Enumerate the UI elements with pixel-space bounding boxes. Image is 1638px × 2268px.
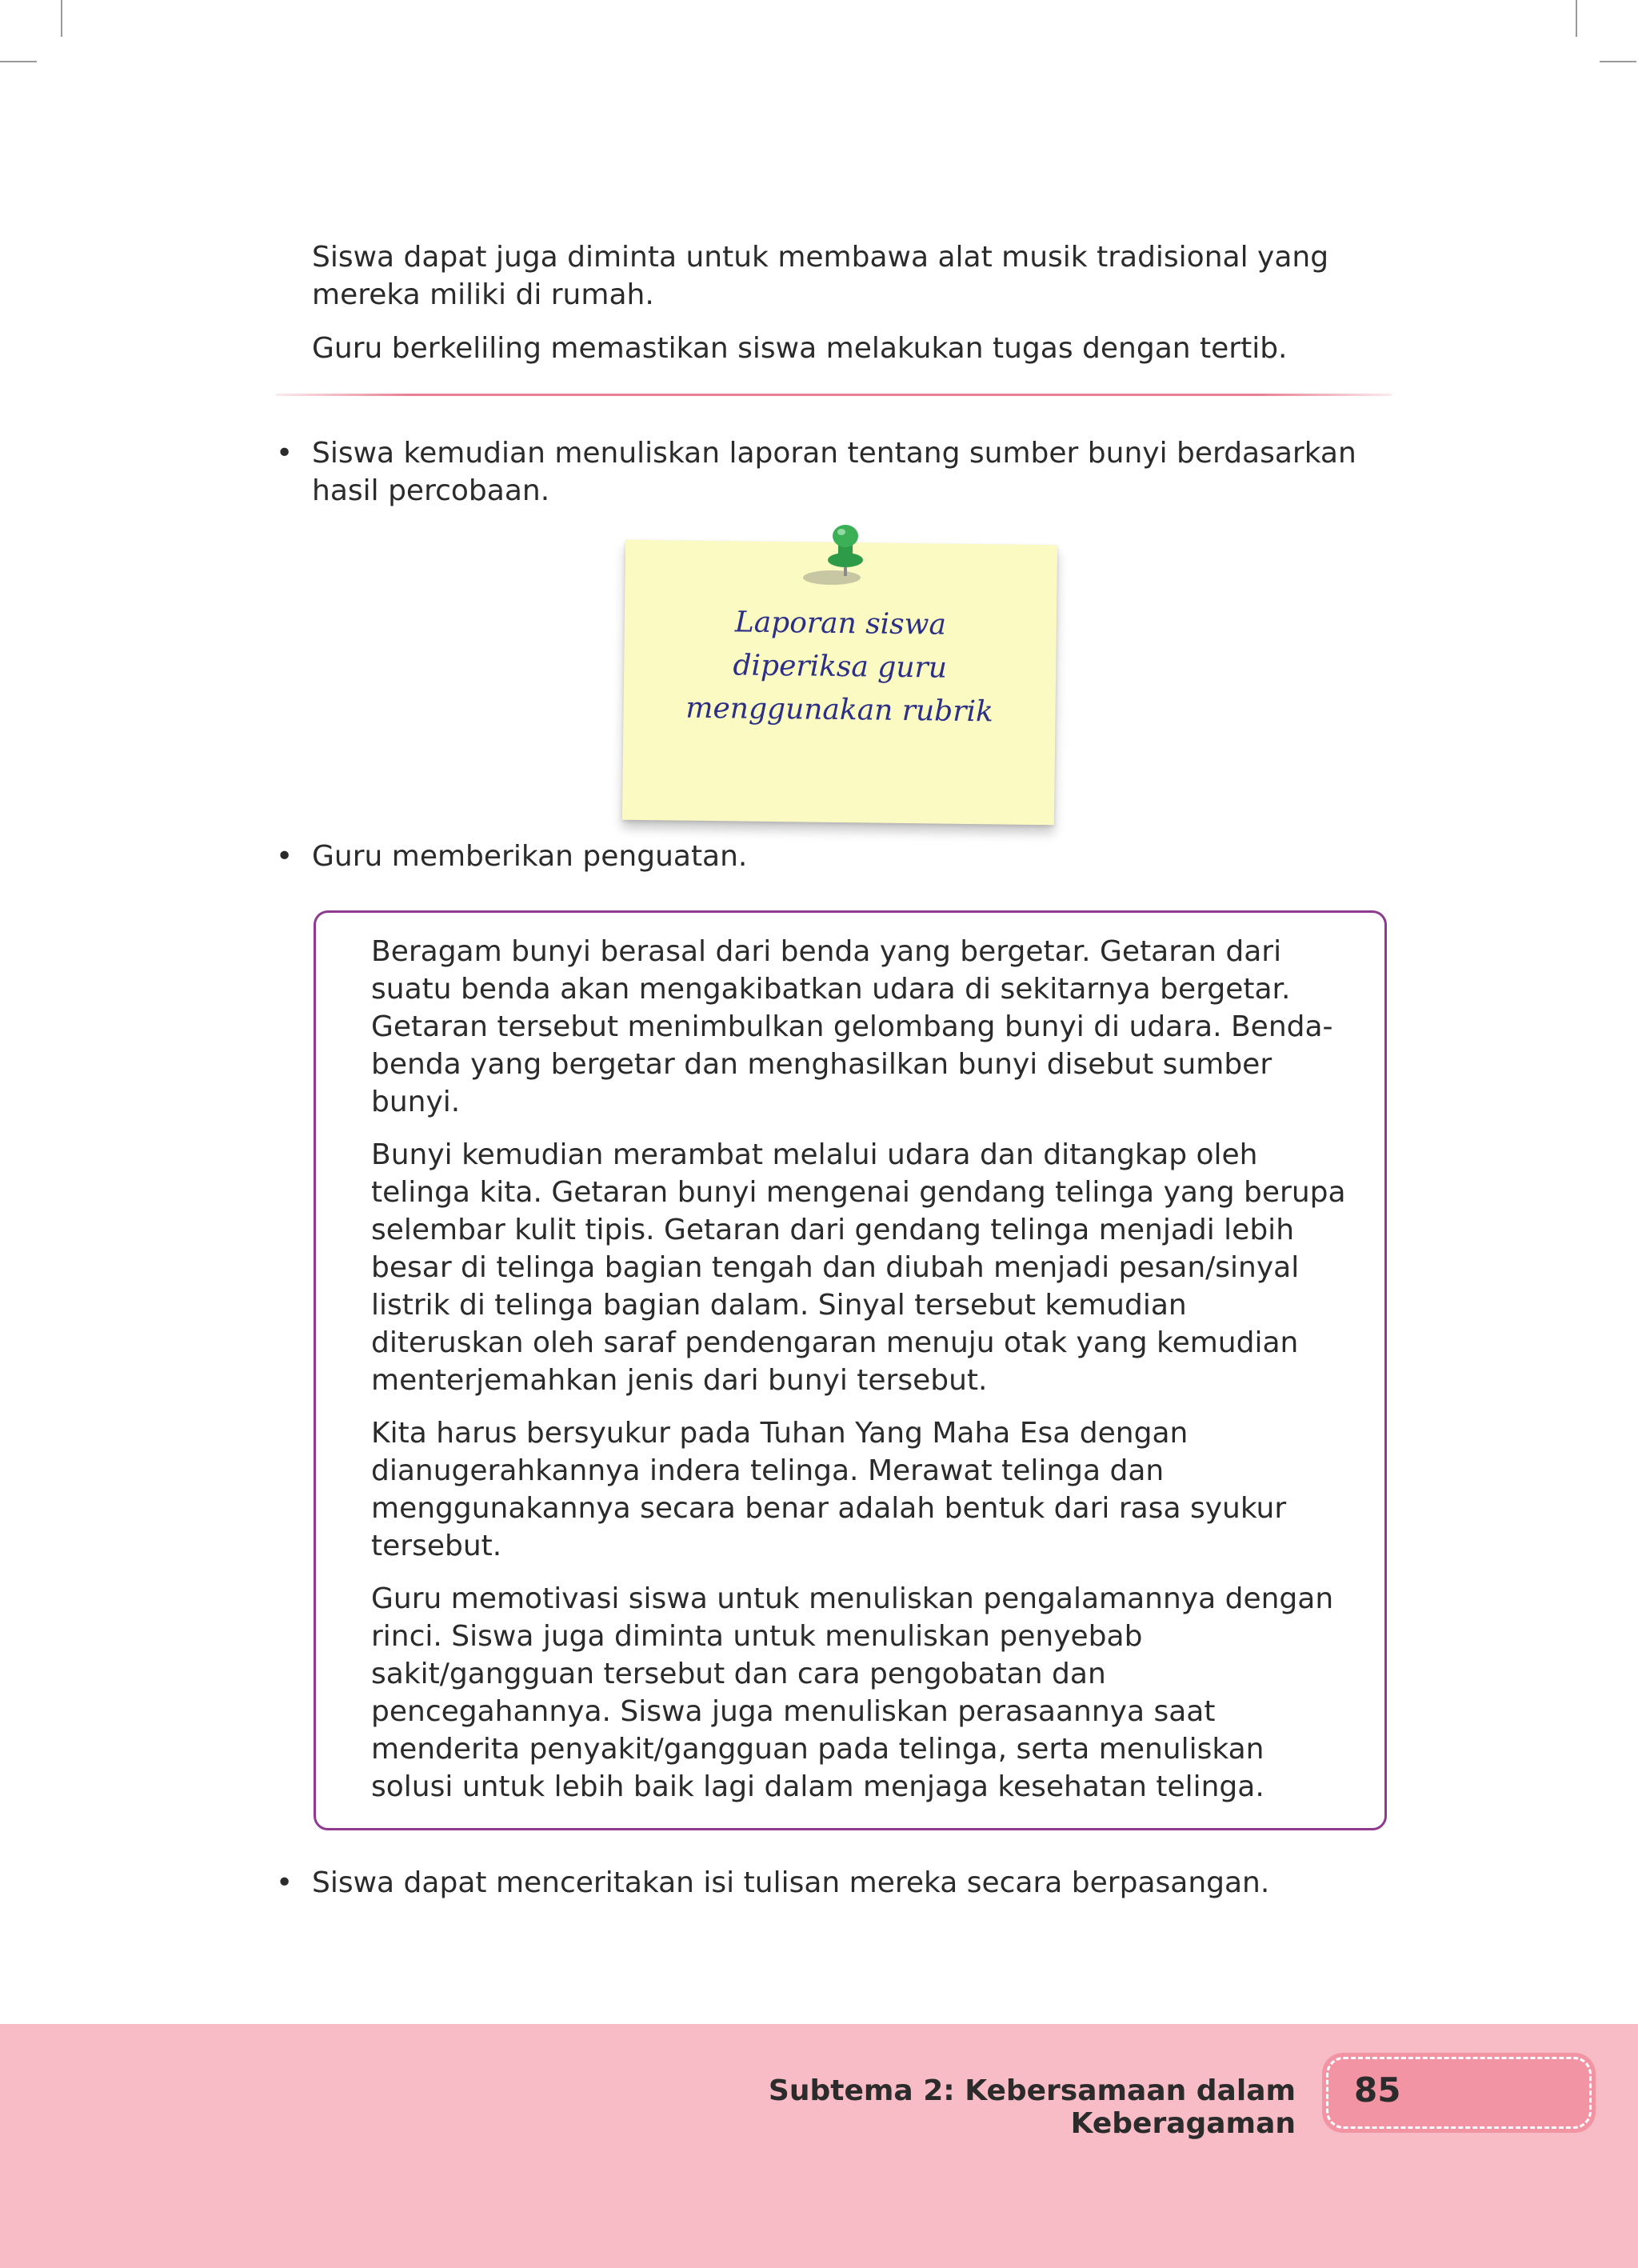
box-paragraph: Bunyi kemudian merambat melalui udara dan ditangkap oleh telinga kita. Getaran bunyi mengenai gendang telinga yang berupa selembar kulit tipis. Getaran dari gendang telinga menjadi lebih besar di telinga bagian tengah dan diubah menjadi pesan/sinyal listrik di telinga bagian dalam. Sinyal tersebut kemudian diteruskan oleh saraf pendengaran menuju otak yang kemudian menterjemahkan jenis dari bunyi tersebut. (371, 1138, 1346, 1397)
sticky-note-line: menggunakan rubrik (685, 691, 994, 729)
bullet-text: Guru memberikan penguatan. (312, 840, 748, 873)
bullet-text: Siswa kemudian menuliskan laporan tentang sumber bunyi berdasarkan hasil percobaan. (312, 437, 1356, 507)
subtheme-title: Subtema 2: Kebersamaan dalam Keberagaman (768, 2074, 1296, 2140)
bullet-text: Siswa dapat menceritakan isi tulisan mereka secara berpasangan. (312, 1866, 1270, 1899)
section-divider (276, 394, 1392, 396)
box-paragraph: Beragam bunyi berasal dari benda yang bergetar. Getaran dari suatu benda akan mengakibatkan udara di sekitarnya bergetar. Getaran tersebut menimbulkan gelombang bunyi di udara. Benda-benda yang bergetar dan menghasilkan bunyi disebut sumber bunyi. (371, 935, 1333, 1118)
crop-mark (61, 0, 62, 37)
intro-paragraph: Siswa dapat juga diminta untuk membawa alat musik tradisional yang mereka miliki di rumah. (312, 241, 1329, 311)
bullet-item (276, 434, 1412, 510)
bullet-icon: • (276, 1866, 294, 1899)
box-paragraph: Guru memotivasi siswa untuk menuliskan pengalamannya dengan rinci. Siswa juga diminta untuk menuliskan penyebab sakit/gangguan tersebut dan cara pengobatan dan pencegahannya. Siswa juga menuliskan perasaannya saat menderita penyakit/gangguan pada telinga, serta menuliskan solusi untuk lebih baik lagi dalam menjaga kesehatan telinga. (371, 1582, 1334, 1803)
sticky-note-line: diperiksa guru (733, 649, 948, 685)
page-number: 85 (1354, 2070, 1401, 2110)
page-number-tab (1322, 2053, 1596, 2133)
bullet-icon: • (276, 840, 294, 873)
sticky-note-line: Laporan siswa (734, 606, 947, 642)
bullet-item (276, 1864, 1412, 1902)
pushpin-icon (800, 520, 872, 600)
bullet-icon: • (276, 437, 294, 470)
bullet-item (276, 838, 1412, 875)
crop-mark (0, 61, 37, 62)
intro-paragraph: Guru berkeliling memastikan siswa melakukan tugas dengan tertib. (312, 332, 1288, 365)
reinforcement-box-text (371, 933, 1347, 1821)
box-paragraph: Kita harus bersyukur pada Tuhan Yang Maha Esa dengan dianugerahkannya indera telinga. Merawat telinga dan menggunakannya secara benar adalah bentuk dari rasa syukur tersebut. (371, 1417, 1287, 1562)
sticky-note-text (623, 600, 1057, 735)
crop-mark (1576, 0, 1577, 37)
crop-mark (1600, 61, 1636, 62)
